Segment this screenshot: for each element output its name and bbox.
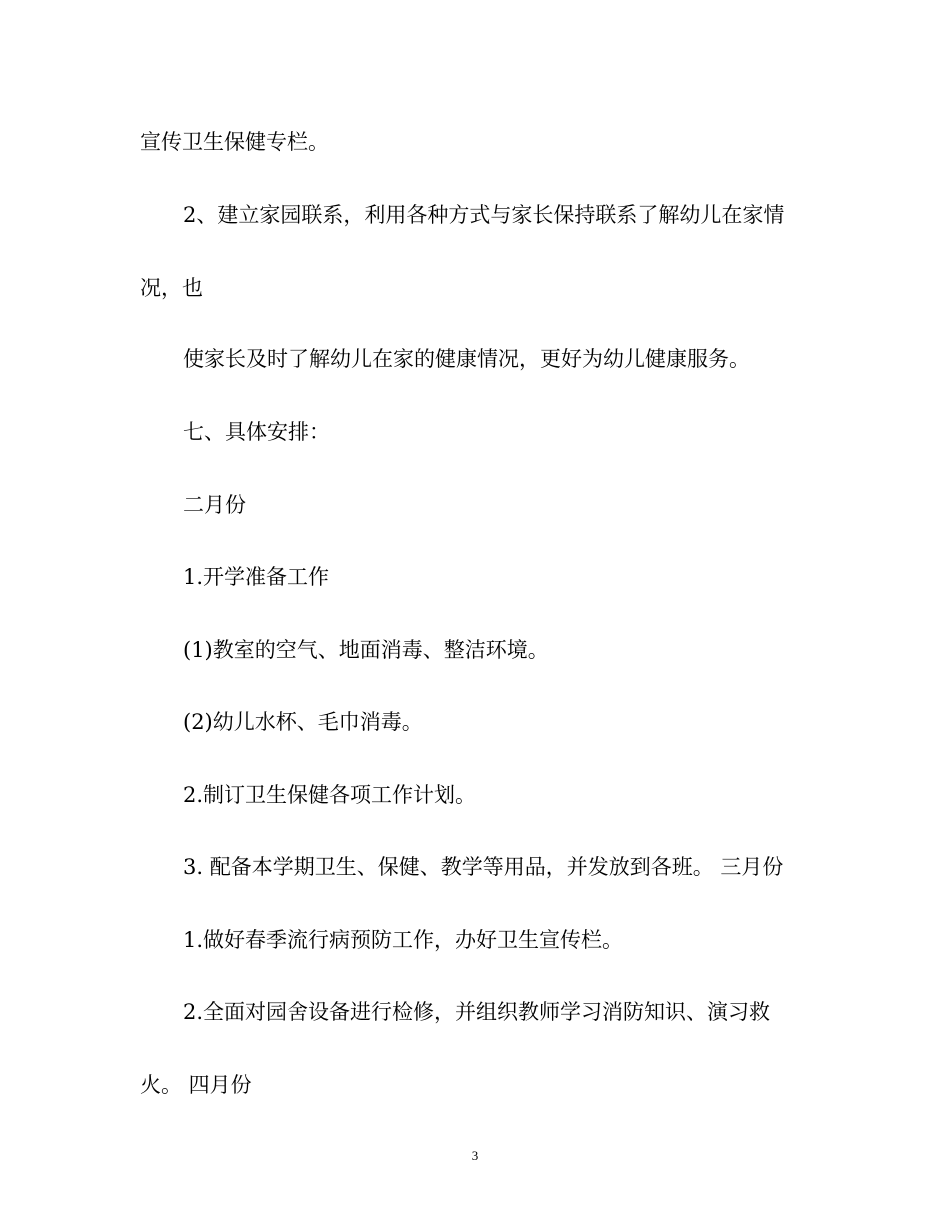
page-number: 3: [471, 1148, 479, 1163]
text-line: 2、建立家园联系，利用各种方式与家长保持联系了解幼儿在家情: [183, 203, 785, 227]
text-line: 火。 四月份: [140, 1073, 252, 1097]
month-heading: 二月份: [183, 493, 246, 517]
text-line: 2.制订卫生保健各项工作计划。: [183, 783, 477, 807]
text-line: 宣传卫生保健专栏。: [140, 130, 329, 154]
text-line: (2)幼儿水杯、毛巾消毒。: [183, 710, 423, 734]
text-line: 1.做好春季流行病预防工作，办好卫生宣传栏。: [183, 928, 624, 952]
text-line: 2.全面对园舍设备进行检修，并组织教师学习消防知识、演习救: [183, 1000, 771, 1024]
text-line: 1.开学准备工作: [183, 565, 330, 589]
text-line: (1)教室的空气、地面消毒、整洁环境。: [183, 638, 549, 662]
text-line: 况，也: [140, 276, 203, 300]
text-line: 使家长及时了解幼儿在家的健康情况，更好为幼儿健康服务。: [183, 347, 750, 371]
text-line: 3. 配备本学期卫生、保健、教学等用品，并发放到各班。 三月份: [183, 855, 784, 879]
section-heading: 七、具体安排：: [183, 420, 330, 444]
